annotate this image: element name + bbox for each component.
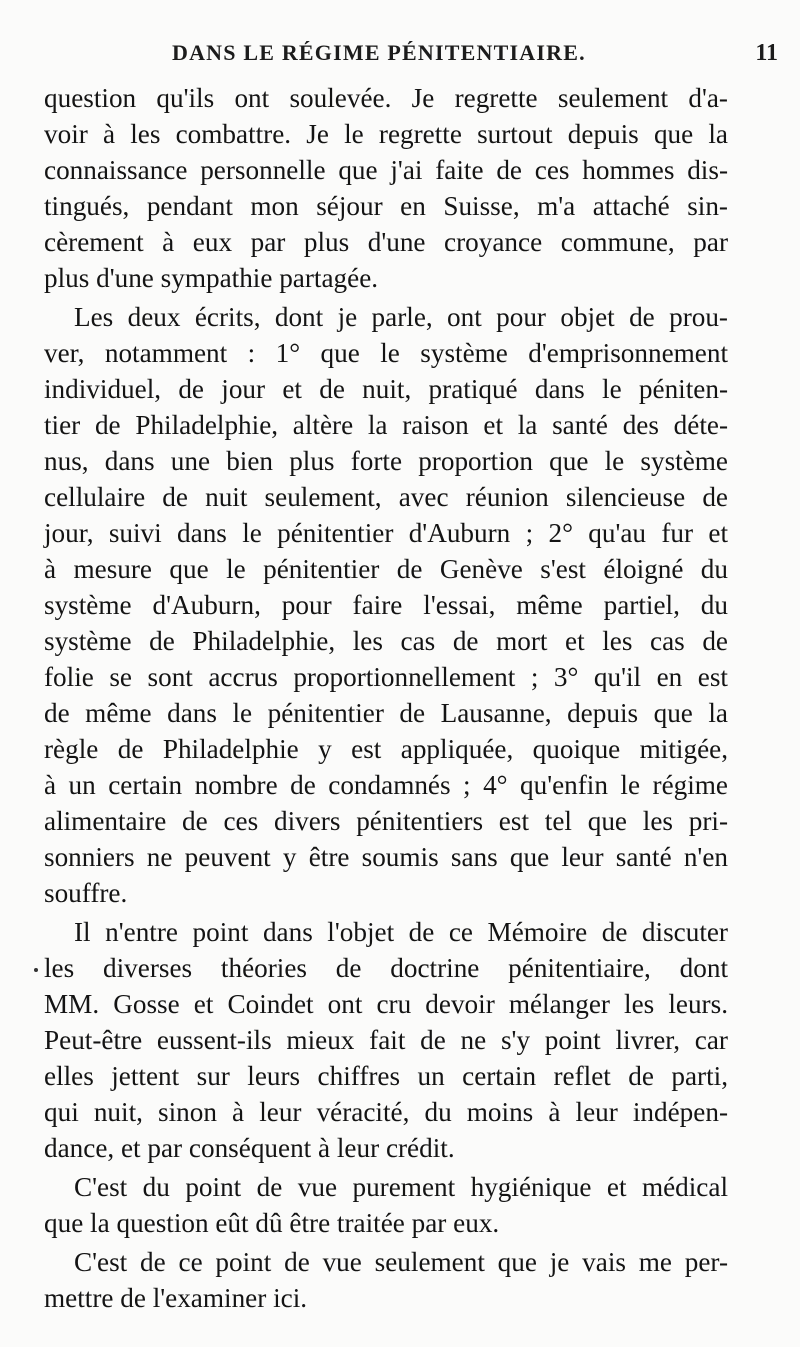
ink-speck bbox=[34, 968, 38, 972]
text-line: qui nuit, sinon à leur véracité, du moins à leur indépen- bbox=[44, 1097, 728, 1127]
text-line: MM. Gosse et Coindet ont cru devoir mélanger les leurs. bbox=[44, 989, 728, 1019]
text-line: elles jettent sur leurs chiffres un certain reflet de parti, bbox=[44, 1061, 728, 1091]
text-line: question qu'ils ont soulevée. Je regrette seulement d'a- bbox=[44, 83, 728, 113]
text-line: sonniers ne peuvent y être soumis sans que leur santé n'en bbox=[44, 842, 728, 872]
text-line: C'est de ce point de vue seulement que je vais me per- bbox=[74, 1247, 728, 1277]
paragraph-5 bbox=[44, 1244, 728, 1316]
text-line: alimentaire de ces divers pénitentiers est tel que les pri- bbox=[44, 806, 728, 836]
text-line: que la question eût dû être traitée par eux. bbox=[44, 1208, 500, 1238]
page-header bbox=[40, 40, 780, 74]
text-line: dance, et par conséquent à leur crédit. bbox=[44, 1133, 455, 1163]
text-line: à mesure que le pénitentier de Genève s'est éloigné du bbox=[44, 554, 728, 584]
paragraph-1 bbox=[44, 80, 728, 296]
running-head: DANS LE RÉGIME PÉNITENTIAIRE. bbox=[172, 40, 586, 65]
text-line: jour, suivi dans le pénitentier d'Auburn ; 2° qu'au fur et bbox=[44, 518, 728, 548]
text-line: voir à les combattre. Je le regrette surtout depuis que la bbox=[44, 119, 728, 149]
text-line: C'est du point de vue purement hygiénique et médical bbox=[74, 1172, 728, 1202]
text-line: tier de Philadelphie, altère la raison et la santé des déte- bbox=[44, 410, 728, 440]
text-line: système d'Auburn, pour faire l'essai, même partiel, du bbox=[44, 590, 728, 620]
text-line: de même dans le pénitentier de Lausanne, depuis que la bbox=[44, 698, 728, 728]
text-line: règle de Philadelphie y est appliquée, quoique mitigée, bbox=[44, 734, 728, 764]
text-line: les diverses théories de doctrine pénitentiaire, dont bbox=[44, 953, 728, 983]
text-line: système de Philadelphie, les cas de mort et les cas de bbox=[44, 626, 728, 656]
text-line: souffre. bbox=[44, 878, 128, 908]
text-line: plus d'une sympathie partagée. bbox=[44, 263, 379, 293]
text-line: à un certain nombre de condamnés ; 4° qu'enfin le régime bbox=[44, 770, 728, 800]
text-line: tingués, pendant mon séjour en Suisse, m'a attaché sin- bbox=[44, 191, 728, 221]
text-line: cèrement à eux par plus d'une croyance commune, par bbox=[44, 227, 728, 257]
text-line: nus, dans une bien plus forte proportion que le système bbox=[44, 446, 728, 476]
text-line: Peut-être eussent-ils mieux fait de ne s'y point livrer, car bbox=[44, 1025, 728, 1055]
text-line: folie se sont accrus proportionnellement ; 3° qu'il en est bbox=[44, 662, 728, 692]
text-line: connaissance personnelle que j'ai faite de ces hommes dis- bbox=[44, 155, 728, 185]
text-line: mettre de l'examiner ici. bbox=[44, 1283, 308, 1313]
text-line: Les deux écrits, dont je parle, ont pour objet de prou- bbox=[74, 302, 728, 332]
page-number: 11 bbox=[755, 40, 778, 66]
paragraph-4 bbox=[44, 1169, 728, 1241]
body-text bbox=[44, 80, 728, 1316]
text-line: cellulaire de nuit seulement, avec réunion silencieuse de bbox=[44, 482, 728, 512]
paragraph-2 bbox=[44, 299, 728, 911]
text-line: ver, notamment : 1° que le système d'emprisonnement bbox=[44, 338, 728, 368]
text-line: individuel, de jour et de nuit, pratiqué dans le péniten- bbox=[44, 374, 728, 404]
text-line: Il n'entre point dans l'objet de ce Mémoire de discuter bbox=[74, 917, 728, 947]
paragraph-3 bbox=[44, 914, 728, 1166]
